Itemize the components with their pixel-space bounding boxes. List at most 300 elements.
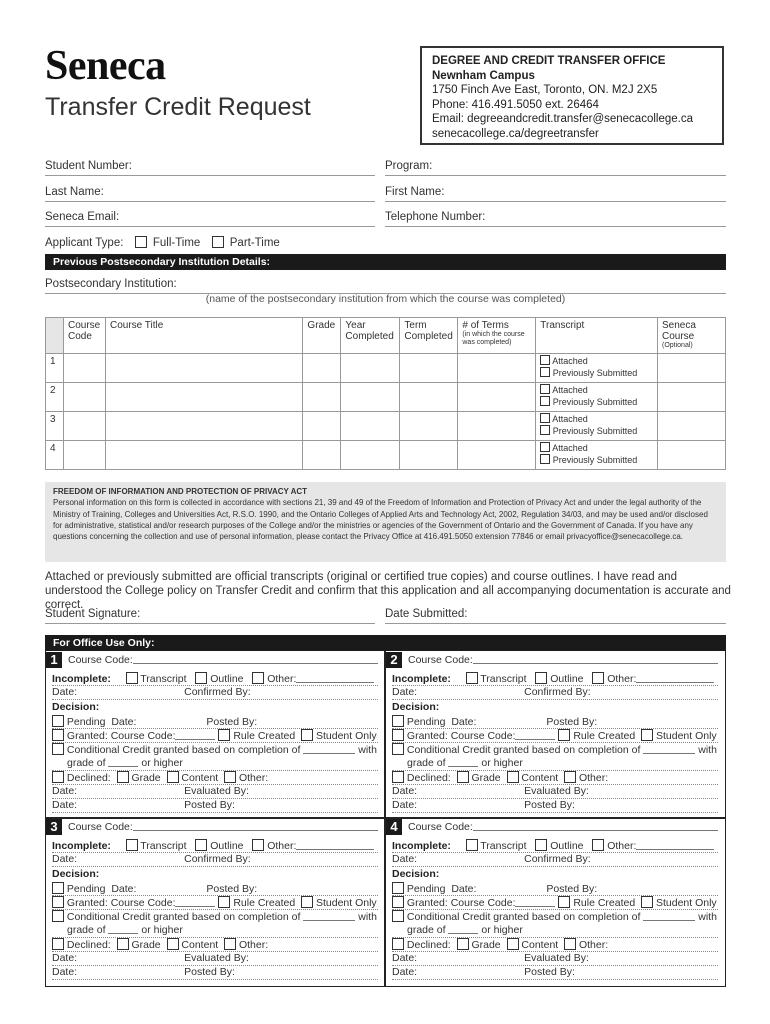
declined-row xyxy=(392,771,718,785)
declined-other-checkbox[interactable] xyxy=(564,938,576,950)
date-label: Date: xyxy=(52,966,78,978)
conditional-label: Conditional Credit granted based on completion of xyxy=(406,744,641,756)
evaluated-by-label: Evaluated By: xyxy=(524,952,589,964)
transcript-label: Transcript xyxy=(480,840,527,852)
posted-by-label: Posted By: xyxy=(546,883,598,895)
transcript-label: Transcript xyxy=(140,840,187,852)
num-terms-label: # of Terms xyxy=(462,320,509,331)
privacy-notice xyxy=(45,482,726,562)
or-higher-label: or higher xyxy=(481,924,523,936)
row-number: 2 xyxy=(46,383,64,412)
institution-section-bar xyxy=(45,254,726,270)
course-code-label: Course Code: xyxy=(408,821,473,833)
decision-label: Decision: xyxy=(52,868,100,880)
declined-other-checkbox[interactable] xyxy=(224,771,236,783)
attached-checkbox[interactable] xyxy=(540,413,550,423)
student-number-field[interactable] xyxy=(45,160,375,176)
date-label: Date: xyxy=(52,853,78,865)
conditional-checkbox[interactable] xyxy=(392,743,404,755)
pending-label: Pending xyxy=(406,716,446,728)
posted-by-label: Posted By: xyxy=(184,966,235,978)
declined-checkbox[interactable] xyxy=(392,938,404,950)
last-name-field[interactable] xyxy=(45,186,375,202)
confirmed-by-label: Confirmed By: xyxy=(184,686,251,698)
posted-by-label: Posted By: xyxy=(524,966,575,978)
table-row xyxy=(46,354,726,383)
content-label: Content xyxy=(521,939,559,951)
date-label: Date: xyxy=(52,785,78,797)
previously-submitted-label: Previously Submitted xyxy=(552,368,638,378)
conditional-label: Conditional Credit granted based on completion of xyxy=(66,911,301,923)
declined-checkbox[interactable] xyxy=(52,938,64,950)
seneca-email-label: Seneca Email: xyxy=(45,211,120,223)
date-label: Date: xyxy=(392,686,418,698)
confirm-row[interactable] xyxy=(392,853,718,867)
conditional-label: Conditional Credit granted based on completion of xyxy=(66,744,301,756)
declined-other-label: Other: xyxy=(238,772,269,784)
course-code-row[interactable] xyxy=(68,821,378,835)
date-label: Date: xyxy=(52,799,78,811)
course-code-label: Course Code: xyxy=(408,654,473,666)
student-only-checkbox[interactable] xyxy=(641,729,653,741)
pending-date-label: Date: xyxy=(111,883,137,895)
seneca-course-cell[interactable] xyxy=(658,354,726,383)
decision-label: Decision: xyxy=(392,701,440,713)
course-code-header: Course Code xyxy=(63,318,105,354)
institution-hint: (name of the postsecondary institution from which the course was completed) xyxy=(205,293,566,305)
previously-submitted-label: Previously Submitted xyxy=(552,397,638,407)
evaluated-row[interactable] xyxy=(392,952,718,966)
conditional-row xyxy=(392,743,718,757)
declined-label: Declined: xyxy=(66,772,111,784)
student-only-label: Student Only xyxy=(315,730,377,742)
declined-label: Declined: xyxy=(406,939,451,951)
office-campus: Newnham Campus xyxy=(432,69,535,82)
row-number: 3 xyxy=(46,412,64,441)
evaluated-row[interactable] xyxy=(392,785,718,799)
date-label: Date: xyxy=(392,966,418,978)
grade-checkbox[interactable] xyxy=(457,938,469,950)
year-cell[interactable] xyxy=(341,441,400,470)
granted-label: Granted: Course Code: xyxy=(66,897,176,909)
conditional-checkbox[interactable] xyxy=(52,910,64,922)
previously-submitted-label: Previously Submitted xyxy=(552,426,638,436)
pending-row xyxy=(392,715,718,729)
content-checkbox[interactable] xyxy=(167,938,179,950)
rule-created-checkbox[interactable] xyxy=(558,896,570,908)
other-checkbox[interactable] xyxy=(252,672,264,684)
course-code-label: Course Code: xyxy=(68,654,133,666)
last-name-label: Last Name: xyxy=(45,186,104,198)
outline-checkbox[interactable] xyxy=(535,839,547,851)
transcript-cell xyxy=(536,412,658,441)
declined-other-label: Other: xyxy=(578,772,609,784)
attached-label: Attached xyxy=(552,385,588,395)
pending-checkbox[interactable] xyxy=(52,715,64,727)
pending-label: Pending xyxy=(66,883,106,895)
content-label: Content xyxy=(181,772,219,784)
office-name: DEGREE AND CREDIT TRANSFER OFFICE xyxy=(432,55,666,67)
num-terms-cell[interactable] xyxy=(458,383,536,412)
granted-row xyxy=(52,896,378,910)
rule-created-label: Rule Created xyxy=(233,897,296,909)
full-time-checkbox[interactable] xyxy=(135,236,147,248)
outline-checkbox[interactable] xyxy=(195,839,207,851)
content-checkbox[interactable] xyxy=(507,938,519,950)
institution-label: Postsecondary Institution: xyxy=(45,278,177,290)
grade-of-row xyxy=(52,924,378,938)
student-only-checkbox[interactable] xyxy=(641,896,653,908)
attached-checkbox[interactable] xyxy=(540,442,550,452)
grade-checkbox[interactable] xyxy=(117,771,129,783)
year-completed-header: Year Completed xyxy=(341,318,400,354)
office-quadrant-4 xyxy=(386,819,724,986)
date-submitted-field[interactable] xyxy=(385,608,726,624)
course-code-row[interactable] xyxy=(408,821,718,835)
num-terms-cell[interactable] xyxy=(458,354,536,383)
applicant-type-label: Applicant Type: xyxy=(45,237,124,249)
course-title-cell[interactable] xyxy=(105,441,302,470)
form-title: Transfer Credit Request xyxy=(45,93,311,121)
term-cell[interactable] xyxy=(400,383,458,412)
posted-row[interactable] xyxy=(52,966,378,980)
grade-label: Grade xyxy=(471,772,501,784)
incomplete-label: Incomplete: xyxy=(52,840,111,852)
office-quadrant-3 xyxy=(46,819,384,986)
or-higher-label: or higher xyxy=(141,757,183,769)
table-row xyxy=(46,383,726,412)
incomplete-label: Incomplete: xyxy=(392,840,451,852)
granted-label: Granted: Course Code: xyxy=(406,897,516,909)
date-label: Date: xyxy=(392,785,418,797)
program-field[interactable] xyxy=(385,160,726,176)
date-label: Date: xyxy=(392,952,418,964)
decision-label: Decision: xyxy=(392,868,440,880)
office-email: Email: degreeandcredit.transfer@senecacollege.ca xyxy=(432,113,693,125)
course-code-row[interactable] xyxy=(408,654,718,668)
course-title-cell[interactable] xyxy=(105,354,302,383)
conditional-row xyxy=(52,910,378,924)
student-only-checkbox[interactable] xyxy=(301,896,313,908)
applicant-type-row xyxy=(45,236,280,249)
outline-label: Outline xyxy=(550,673,584,685)
attached-label: Attached xyxy=(552,356,588,366)
posted-row[interactable] xyxy=(392,966,718,980)
pending-date-label: Date: xyxy=(111,716,137,728)
incomplete-row xyxy=(392,839,718,853)
posted-by-label: Posted By: xyxy=(524,799,575,811)
transcript-checkbox[interactable] xyxy=(466,672,478,684)
transcript-checkbox[interactable] xyxy=(126,839,138,851)
course-title-cell[interactable] xyxy=(105,383,302,412)
course-code-cell[interactable] xyxy=(63,412,105,441)
seneca-course-label: Seneca Course xyxy=(662,320,696,342)
conditional-checkbox[interactable] xyxy=(52,743,64,755)
transcript-header: Transcript xyxy=(536,318,658,354)
grade-of-label: grade of xyxy=(407,924,446,936)
student-signature-field[interactable] xyxy=(45,608,375,624)
pending-checkbox[interactable] xyxy=(392,882,404,894)
attached-label: Attached xyxy=(552,414,588,424)
granted-row xyxy=(392,896,718,910)
grade-cell[interactable] xyxy=(303,441,341,470)
other-label: Other: xyxy=(607,673,637,685)
first-name-field[interactable] xyxy=(385,186,726,202)
incomplete-label: Incomplete: xyxy=(392,673,451,685)
with-label: with xyxy=(358,744,377,756)
decision-row xyxy=(392,868,718,882)
seneca-email-field[interactable] xyxy=(45,211,375,227)
rule-created-label: Rule Created xyxy=(573,730,636,742)
grade-of-label: grade of xyxy=(407,757,446,769)
granted-checkbox[interactable] xyxy=(392,729,404,741)
declined-other-checkbox[interactable] xyxy=(224,938,236,950)
declined-other-label: Other: xyxy=(578,939,609,951)
seneca-course-header xyxy=(658,318,726,354)
office-use-label: For Office Use Only: xyxy=(53,637,155,649)
grade-label: Grade xyxy=(471,939,501,951)
grade-of-label: grade of xyxy=(67,924,106,936)
office-quadrant-2 xyxy=(386,652,724,817)
declined-row xyxy=(52,771,378,785)
num-terms-cell[interactable] xyxy=(458,412,536,441)
term-cell[interactable] xyxy=(400,412,458,441)
attached-label: Attached xyxy=(552,443,588,453)
quadrant-number: 3 xyxy=(46,819,62,835)
other-label: Other: xyxy=(267,840,297,852)
transcript-label: Transcript xyxy=(480,673,527,685)
term-cell[interactable] xyxy=(400,354,458,383)
date-label: Date: xyxy=(392,799,418,811)
grade-label: Grade xyxy=(131,939,161,951)
conditional-label: Conditional Credit granted based on completion of xyxy=(406,911,641,923)
course-code-cell[interactable] xyxy=(63,354,105,383)
table-row xyxy=(46,441,726,470)
rule-created-checkbox[interactable] xyxy=(558,729,570,741)
term-completed-header: Term Completed xyxy=(400,318,458,354)
transcript-cell xyxy=(536,354,658,383)
pending-row xyxy=(392,882,718,896)
declined-other-checkbox[interactable] xyxy=(564,771,576,783)
confirm-row[interactable] xyxy=(52,686,378,700)
previously-submitted-checkbox[interactable] xyxy=(540,454,550,464)
declined-label: Declined: xyxy=(406,772,451,784)
seneca-course-cell[interactable] xyxy=(658,412,726,441)
transcript-cell xyxy=(536,441,658,470)
quadrant-number: 4 xyxy=(386,819,402,835)
grade-cell[interactable] xyxy=(303,354,341,383)
courses-table xyxy=(45,317,726,470)
posted-by-label: Posted By: xyxy=(206,883,258,895)
granted-checkbox[interactable] xyxy=(52,896,64,908)
full-time-label: Full-Time xyxy=(152,237,201,249)
seneca-course-cell[interactable] xyxy=(658,441,726,470)
grade-checkbox[interactable] xyxy=(117,938,129,950)
incomplete-row xyxy=(52,839,378,853)
attached-checkbox[interactable] xyxy=(540,384,550,394)
grade-label: Grade xyxy=(131,772,161,784)
attached-checkbox[interactable] xyxy=(540,355,550,365)
decision-label: Decision: xyxy=(52,701,100,713)
office-use-bar xyxy=(45,635,726,651)
institution-bar-label: Previous Postsecondary Institution Details: xyxy=(53,256,271,268)
grade-cell[interactable] xyxy=(303,383,341,412)
telephone-field[interactable] xyxy=(385,211,726,227)
granted-label: Granted: Course Code: xyxy=(66,730,176,742)
term-cell[interactable] xyxy=(400,441,458,470)
year-cell[interactable] xyxy=(341,383,400,412)
grade-checkbox[interactable] xyxy=(457,771,469,783)
incomplete-row xyxy=(52,672,378,686)
transcript-checkbox[interactable] xyxy=(466,839,478,851)
outline-label: Outline xyxy=(550,840,584,852)
pending-row xyxy=(52,882,378,896)
year-cell[interactable] xyxy=(341,354,400,383)
num-terms-note: (in which the course was completed) xyxy=(462,331,525,346)
other-label: Other: xyxy=(267,673,297,685)
decision-row xyxy=(52,868,378,882)
conditional-checkbox[interactable] xyxy=(392,910,404,922)
courses-header-row xyxy=(46,318,726,354)
program-label: Program: xyxy=(385,160,433,172)
row-number: 1 xyxy=(46,354,64,383)
pending-row xyxy=(52,715,378,729)
course-code-cell[interactable] xyxy=(63,441,105,470)
course-code-cell[interactable] xyxy=(63,383,105,412)
granted-checkbox[interactable] xyxy=(52,729,64,741)
year-cell[interactable] xyxy=(341,412,400,441)
grade-of-row xyxy=(52,757,378,771)
evaluated-row[interactable] xyxy=(52,952,378,966)
conditional-row xyxy=(52,743,378,757)
student-only-checkbox[interactable] xyxy=(301,729,313,741)
declined-row xyxy=(392,938,718,952)
pending-label: Pending xyxy=(66,716,106,728)
quadrant-number: 1 xyxy=(46,652,62,668)
table-row xyxy=(46,412,726,441)
seneca-logo: Seneca xyxy=(45,43,166,89)
grade-cell[interactable] xyxy=(303,412,341,441)
office-phone: Phone: 416.491.5050 ext. 26464 xyxy=(432,98,599,111)
student-only-label: Student Only xyxy=(655,897,717,909)
content-checkbox[interactable] xyxy=(507,771,519,783)
office-web: senecacollege.ca/degreetransfer xyxy=(432,127,599,140)
rule-created-label: Rule Created xyxy=(233,730,296,742)
previously-submitted-label: Previously Submitted xyxy=(552,455,638,465)
grade-of-label: grade of xyxy=(67,757,106,769)
granted-checkbox[interactable] xyxy=(392,896,404,908)
outline-label: Outline xyxy=(210,840,244,852)
evaluated-by-label: Evaluated By: xyxy=(524,785,589,797)
posted-by-label: Posted By: xyxy=(546,716,598,728)
pending-date-label: Date: xyxy=(451,883,477,895)
privacy-text: Personal information on this form is collected in accordance with sections 21, 39 and 49 of the Freedom of Information and Protection of Privacy Act and under the legal authority of the Ministry of Training, Colleges and Universities Act, R.S.O. 1990, and the Ontario Colleges of Applied Arts and Technology Act, 2002, Regulation 34/03, and may be used and/or disclosed for administrative, statistical and/or research purposes of the College and/or the ministries or agencies of the Government of Ontario and the Government of Canada. If you have any questions concerning the collection and use of personal information, please contact the Privacy Office at 416.491.5050 extension 77846 or email privacyoffice@senecacollege.ca. xyxy=(53,498,708,542)
posted-row[interactable] xyxy=(392,799,718,813)
granted-label: Granted: Course Code: xyxy=(406,730,516,742)
previously-submitted-checkbox[interactable] xyxy=(540,396,550,406)
conditional-row xyxy=(392,910,718,924)
course-title-cell[interactable] xyxy=(105,412,302,441)
rule-created-checkbox[interactable] xyxy=(218,729,230,741)
posted-by-label: Posted By: xyxy=(184,799,235,811)
declined-checkbox[interactable] xyxy=(52,771,64,783)
incomplete-label: Incomplete: xyxy=(52,673,111,685)
signature-label: Student Signature: xyxy=(45,608,141,620)
content-label: Content xyxy=(521,772,559,784)
course-code-row[interactable] xyxy=(68,654,378,668)
pending-checkbox[interactable] xyxy=(52,882,64,894)
declaration-text: Attached or previously submitted are official transcripts (original or certified true copies) and course outlines. I have read and understood the College policy on Transfer Credit and confirm that this application and all accompanying documentation is accurate and correct. xyxy=(45,571,731,611)
granted-row xyxy=(52,729,378,743)
transcript-label: Transcript xyxy=(140,673,187,685)
num-terms-cell[interactable] xyxy=(458,441,536,470)
content-label: Content xyxy=(181,939,219,951)
office-address: 1750 Finch Ave East, Toronto, ON. M2J 2X5 xyxy=(432,84,658,96)
grade-of-row xyxy=(392,924,718,938)
pending-label: Pending xyxy=(406,883,446,895)
grade-of-row xyxy=(392,757,718,771)
date-submitted-label: Date Submitted: xyxy=(385,608,468,620)
first-name-label: First Name: xyxy=(385,186,445,198)
outline-checkbox[interactable] xyxy=(195,672,207,684)
outline-label: Outline xyxy=(210,673,244,685)
quadrant-number: 2 xyxy=(386,652,402,668)
decision-row xyxy=(52,701,378,715)
evaluated-row[interactable] xyxy=(52,785,378,799)
rule-created-label: Rule Created xyxy=(573,897,636,909)
or-higher-label: or higher xyxy=(481,757,523,769)
decision-row xyxy=(392,701,718,715)
evaluated-by-label: Evaluated By: xyxy=(184,785,249,797)
date-label: Date: xyxy=(52,686,78,698)
row-number: 4 xyxy=(46,441,64,470)
with-label: with xyxy=(358,911,377,923)
other-checkbox[interactable] xyxy=(592,672,604,684)
confirmed-by-label: Confirmed By: xyxy=(184,853,251,865)
transcript-checkbox[interactable] xyxy=(126,672,138,684)
seneca-course-cell[interactable] xyxy=(658,383,726,412)
previously-submitted-checkbox[interactable] xyxy=(540,425,550,435)
posted-row[interactable] xyxy=(52,799,378,813)
postsecondary-institution-field[interactable] xyxy=(45,278,726,294)
other-checkbox[interactable] xyxy=(252,839,264,851)
student-only-label: Student Only xyxy=(655,730,717,742)
pending-checkbox[interactable] xyxy=(392,715,404,727)
outline-checkbox[interactable] xyxy=(535,672,547,684)
evaluated-by-label: Evaluated By: xyxy=(184,952,249,964)
confirm-row[interactable] xyxy=(392,686,718,700)
row-number-header xyxy=(46,318,64,354)
granted-row xyxy=(392,729,718,743)
course-code-label: Course Code: xyxy=(68,821,133,833)
course-title-header: Course Title xyxy=(105,318,302,354)
office-contact-box xyxy=(420,46,724,145)
other-checkbox[interactable] xyxy=(592,839,604,851)
declined-checkbox[interactable] xyxy=(392,771,404,783)
content-checkbox[interactable] xyxy=(167,771,179,783)
student-number-label: Student Number: xyxy=(45,160,132,172)
num-terms-header xyxy=(458,318,536,354)
confirmed-by-label: Confirmed By: xyxy=(524,853,591,865)
confirm-row[interactable] xyxy=(52,853,378,867)
rule-created-checkbox[interactable] xyxy=(218,896,230,908)
privacy-title: FREEDOM OF INFORMATION AND PROTECTION OF PRIVACY ACT xyxy=(53,487,308,496)
incomplete-row xyxy=(392,672,718,686)
previously-submitted-checkbox[interactable] xyxy=(540,367,550,377)
with-label: with xyxy=(698,744,717,756)
or-higher-label: or higher xyxy=(141,924,183,936)
part-time-checkbox[interactable] xyxy=(212,236,224,248)
